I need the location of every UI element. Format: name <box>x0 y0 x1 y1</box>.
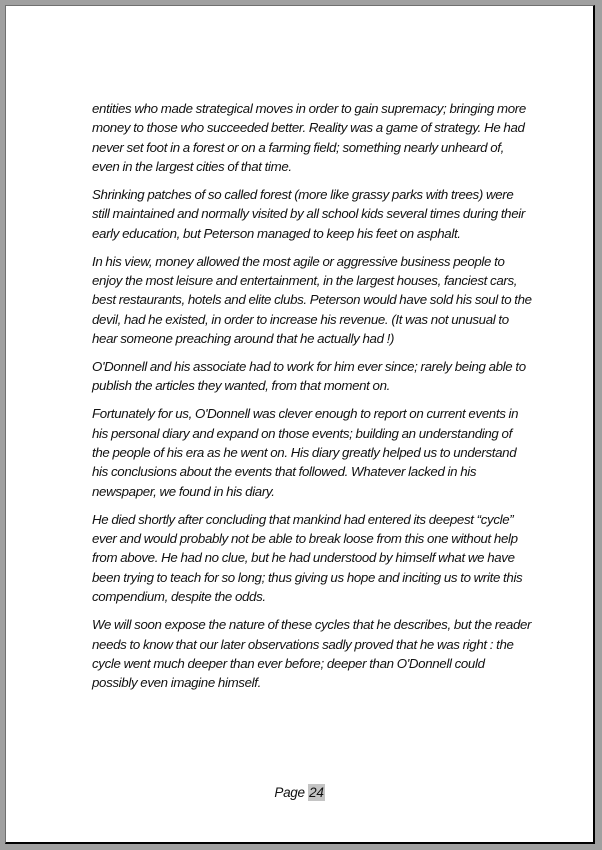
page-number: 24 <box>309 785 324 800</box>
paragraph: He died shortly after concluding that mankind had entered its deepest “cycle” ever and would probably not be able to break loose from this one without help from above. He had no clue, but he had understood by himself what we have been trying to teach for so long; thus giving us hope and inciting us to write this compendium, despite the odds. <box>92 511 523 605</box>
document-page <box>5 5 595 844</box>
page-footer <box>6 785 593 800</box>
paragraph: Shrinking patches of so called forest (more like grassy parks with trees) were still maintained and normally visited by all school kids several times during their early education, but Peterson managed to keep his feet on asphalt. <box>92 187 525 241</box>
paragraph: O'Donnell and his associate had to work for him ever since; rarely being able to publish the articles they wanted, from that moment on. <box>92 359 526 394</box>
paragraph: In his view, money allowed the most agile or aggressive business people to enjoy the most leisure and entertainment, in the largest houses, fanciest cars, best restaurants, hotels and elite clubs. Peterson would have sold his soul to the devil, had he existed, in order to increase his revenue. (It was not unusual to hear someone preaching around that he actually had !) <box>92 253 532 347</box>
page-label: Page <box>274 785 309 800</box>
paragraph: Fortunately for us, O'Donnell was clever enough to report on current events in his personal diary and expand on those events; building an understanding of the people of his era as he went on. His diary greatly helped us to understand his conclusions about the events that followed. Whatever lacked in his newspaper, we found in his diary. <box>92 406 519 499</box>
paragraph: We will soon expose the nature of these cycles that he describes, but the reader needs to know that our later observations sadly proved that he was right : the cycle went much deeper than ever before; deeper than O'Donnell could possibly even imagine himself. <box>92 617 532 691</box>
body-text <box>92 99 532 701</box>
paragraph: entities who made strategical moves in order to gain supremacy; bringing more money to those who succeeded better. Reality was a game of strategy. He had never set foot in a forest or on a farming field; something nearly unheard of, even in the largest cities of that time. <box>92 101 526 175</box>
